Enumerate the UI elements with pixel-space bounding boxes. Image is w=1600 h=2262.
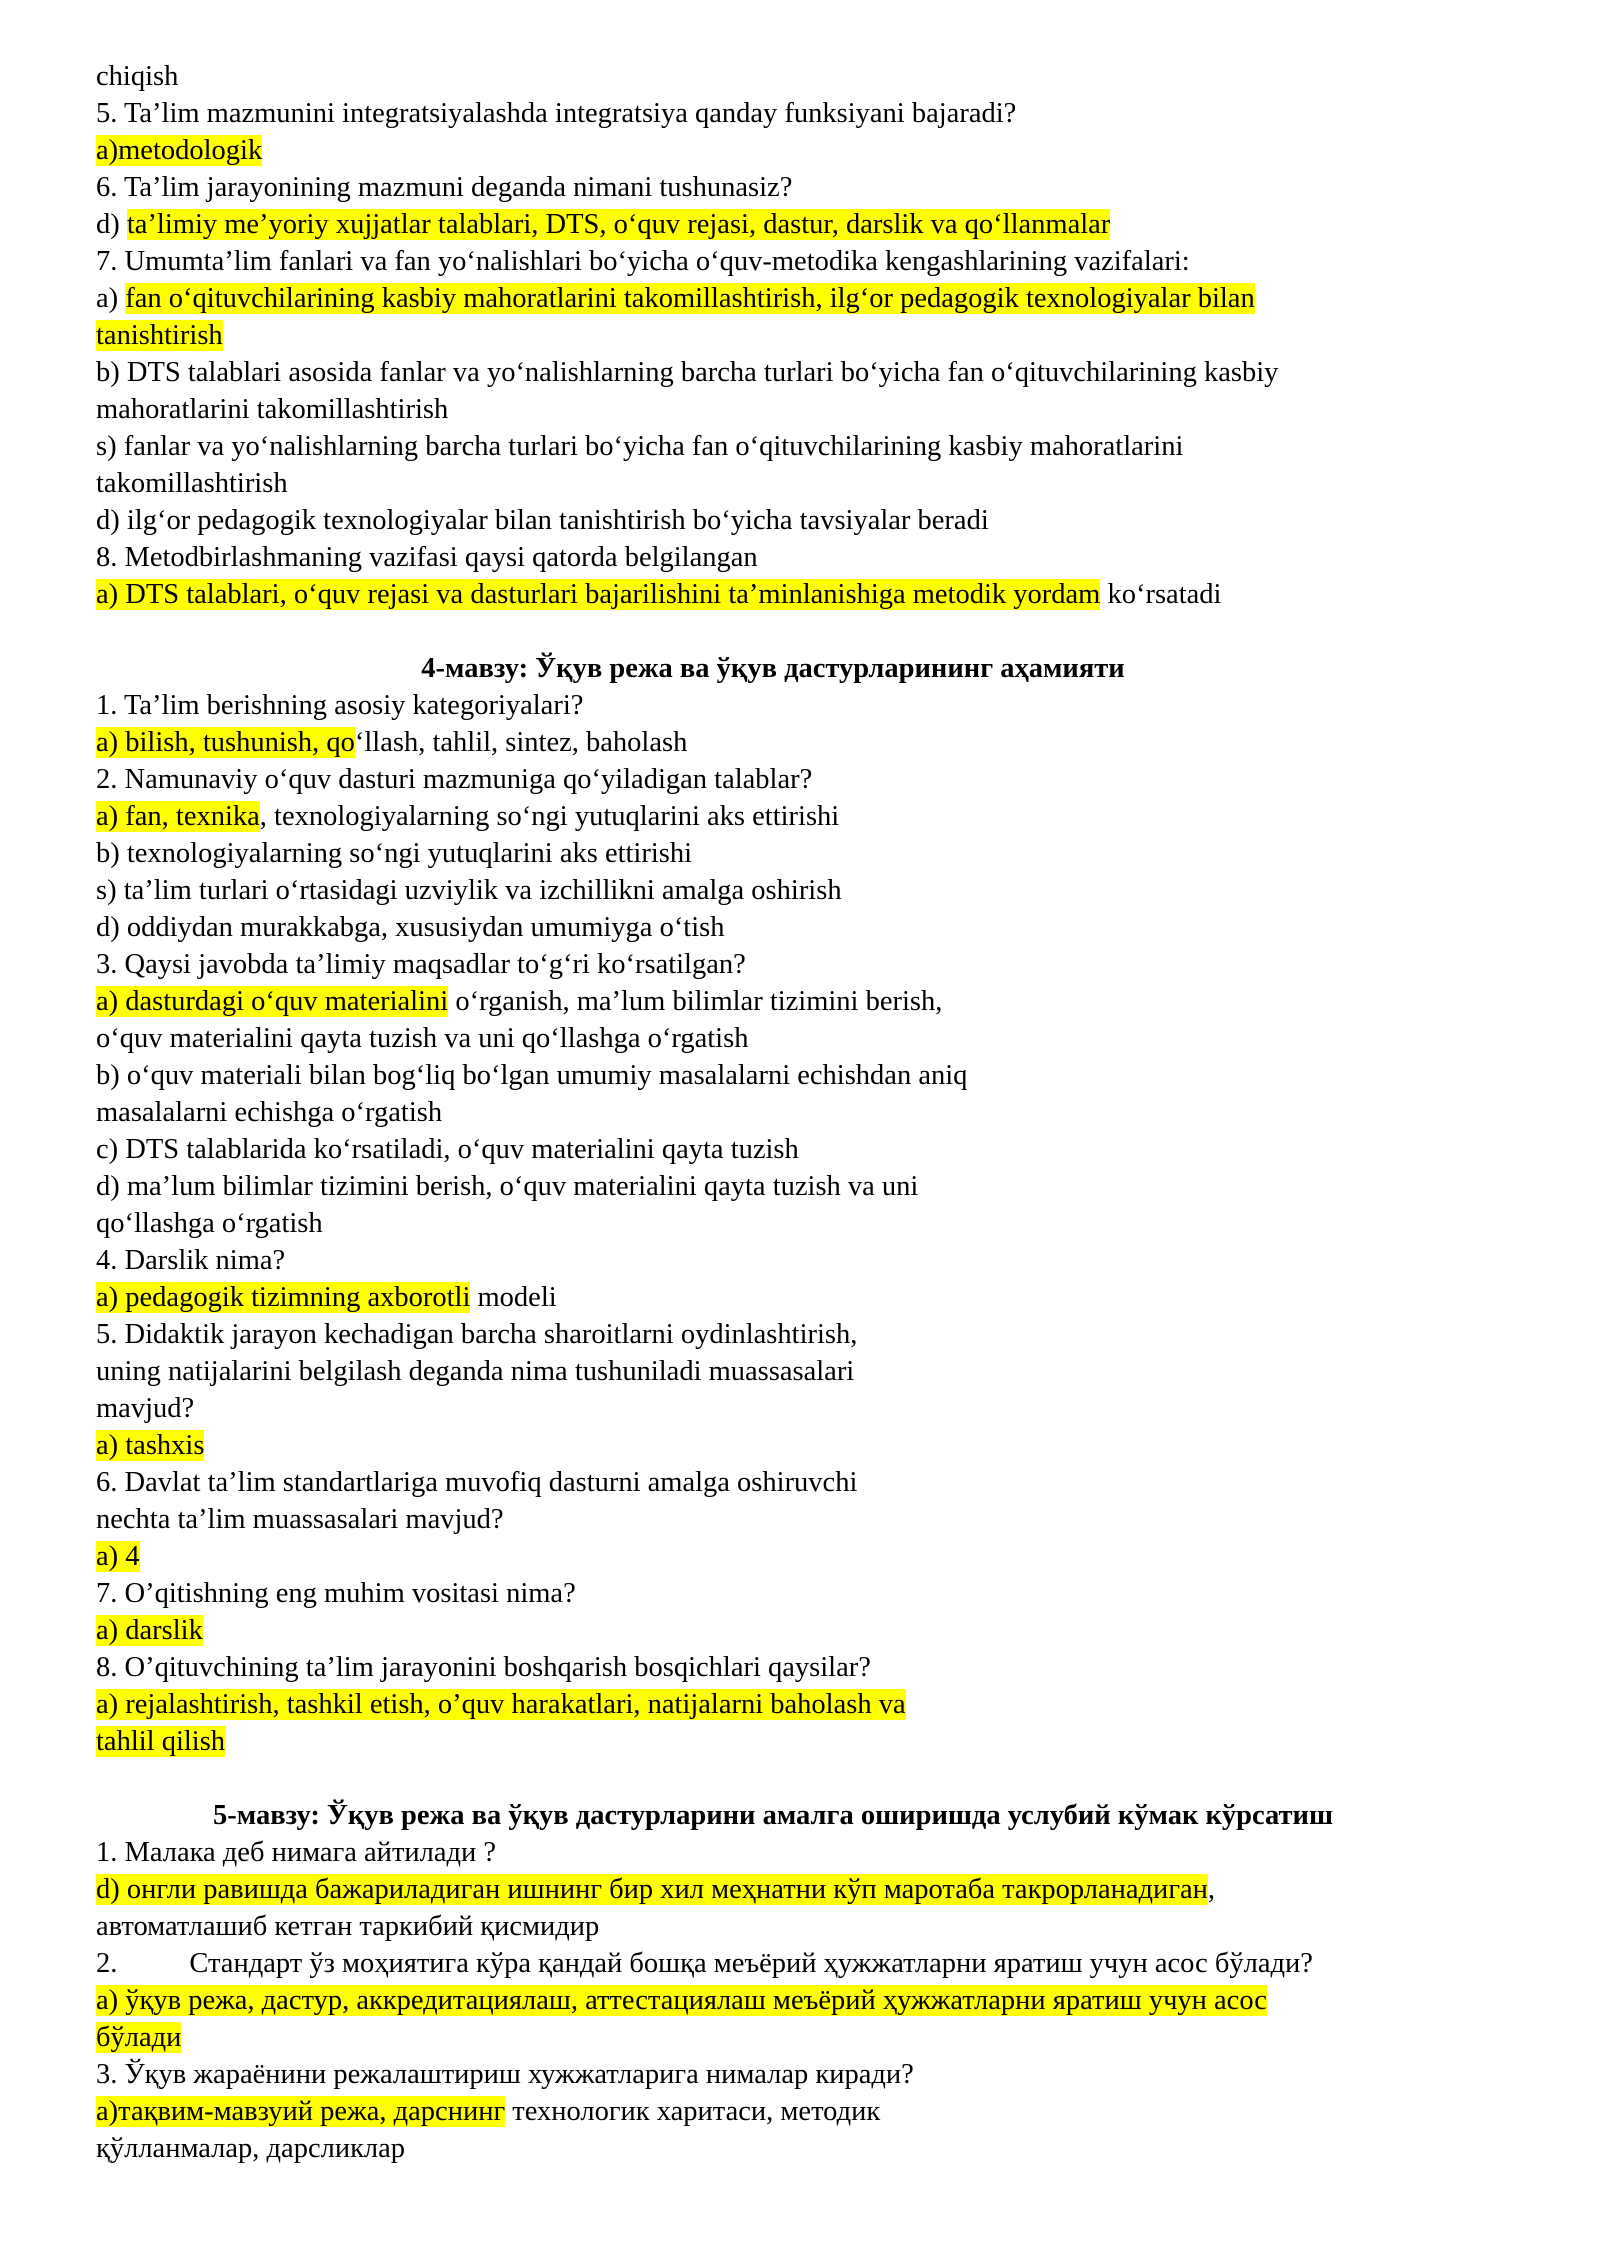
highlighted-answer: a) pedagogik tizimning axborotli [96,1282,471,1313]
answer-7b: b) DTS talablari asosida fanlar va yo‘nalishlarning barcha turlari bo‘yicha fan o‘qituvchilarining kasbiy [96,357,1279,388]
answer-7s-cont: takomillashtirish [96,468,288,499]
question-5: 5. Didaktik jarayon kechadigan barcha sharoitlarni oydinlashtirish, [96,1319,858,1350]
question-1: 1. Малака деб нимага айтилади ? [96,1837,497,1868]
answer-3b-cont: masalalarni echishga o‘rgatish [96,1097,443,1128]
highlighted-answer: d) онгли равишда бажариладиган ишнинг бир хил меҳнатни кўп маротаба такрорланадиган [96,1874,1208,1905]
answer-3a-cont: o‘quv materialini qayta tuzish va uni qo‘llashga o‘rgatish [96,1023,749,1054]
answer-rest: ‘llash, tahlil, sintez, baholash [354,727,688,758]
highlighted-answer: ta’limiy me’yoriy xujjatlar talablari, DTS, o‘quv rejasi, dastur, darslik va qo‘llanmalar [126,209,1111,240]
section-5-title: 5-мавзу: Ўқув режа ва ўқув дастурларини амалга оширишда услубий кўмак кўрсатиш [212,1800,1334,1831]
answer-2a-cont [96,2019,1450,2056]
answer-5a [96,132,1450,169]
answer-prefix: a) [96,283,126,314]
question-7: 7. O’qitishning eng muhim vositasi nima? [96,1578,576,1609]
answer-8a [96,1686,1450,1723]
answer-rest: технологик харитаси, методик [505,2096,881,2127]
answer-1a [96,724,1450,761]
answer-1d [96,1871,1450,1908]
answer-6d [96,206,1450,243]
highlighted-answer: а) ўқув режа, дастур, аккредитациялаш, аттестациялаш меъёрий ҳужжатларни яратиш учун асос [96,1985,1267,2016]
question-6: 6. Ta’lim jarayonining mazmuni deganda nimani tushunasiz? [96,172,793,203]
section-4-title: 4-мавзу: Ўқув режа ва ўқув дастурларининг аҳамияти [421,653,1125,684]
answer-3a-cont: қўлланмалар, дарсликлар [96,2133,406,2164]
question-8: 8. O’qituvchining ta’lim jarayonini boshqarish bosqichlari qaysilar? [96,1652,871,1683]
answer-7a-cont [96,317,1450,354]
question-8: 8. Metodbirlashmaning vazifasi qaysi qatorda belgilangan [96,542,758,573]
question-5: 5. Ta’lim mazmunini integratsiyalashda integratsiya qanday funksiyani bajaradi? [96,98,1017,129]
answer-rest: , texnologiyalarning so‘ngi yutuqlarini aks ettirishi [259,801,840,832]
answer-2b: b) texnologiyalarning so‘ngi yutuqlarini aks ettirishi [96,838,693,869]
answer-3a [96,2093,1450,2130]
highlighted-answer: fan o‘qituvchilarining kasbiy mahoratlarini takomillashtirish, ilg‘or pedagogik texnologiyalar bilan [125,283,1255,314]
answer-prefix: d) [96,209,127,240]
spacer [96,1760,1450,1797]
highlighted-answer: a)metodologik [96,135,263,166]
spacer [96,613,1450,650]
question-6-cont: nechta ta’lim muassasalari mavjud? [96,1504,504,1535]
section-5 [96,1797,1450,2167]
question-4: 4. Darslik nima? [96,1245,286,1276]
question-2: 2. Namunaviy o‘quv dasturi mazmuniga qo‘yiladigan talablar? [96,764,813,795]
answer-rest: , [1207,1874,1216,1905]
answer-2a [96,798,1450,835]
answer-4a [96,1279,1450,1316]
highlighted-answer: a) bilish, tushunish, qo [96,727,355,758]
answer-rest: modeli [470,1282,557,1313]
answer-rest: o‘rganish, ma’lum bilimlar tizimini berish, [448,986,943,1017]
answer-3d-cont: qo‘llashga o‘rgatish [96,1208,323,1239]
highlighted-answer: a) dasturdagi o‘quv materialini [96,986,449,1017]
question-6: 6. Davlat ta’lim standartlariga muvofiq dasturni amalga oshiruvchi [96,1467,858,1498]
answer-6a [96,1538,1450,1575]
answer-7d: d) ilg‘or pedagogik texnologiyalar bilan tanishtirish bo‘yicha tavsiyalar beradi [96,505,989,536]
question-number: 2. [96,1948,118,1979]
answer-2a [96,1982,1450,2019]
answer-7b-cont: mahoratlarini takomillashtirish [96,394,449,425]
answer-3b: b) o‘quv materiali bilan bog‘liq bo‘lgan umumiy masalalarni echishdan aniq [96,1060,968,1091]
answer-7a [96,280,1450,317]
question-text: Стандарт ўз моҳиятига кўра қандай бошқа меъёрий ҳужжатларни яратиш учун асос бўлади? [189,1948,1313,1979]
question-1: 1. Ta’lim berishning asosiy kategoriyalari? [96,690,584,721]
highlighted-answer: a) DTS talablari, o‘quv rejasi va dasturlari bajarilishini ta’minlanishiga metodik yordam [96,579,1101,610]
text-line: chiqish [96,61,179,92]
answer-8a-cont [96,1723,1450,1760]
answer-8a [96,576,1450,613]
question-3: 3. Ўқув жараёнини режалаштириш хужжатларига нималар киради? [96,2059,914,2090]
highlighted-answer: tanishtirish [96,320,223,351]
answer-2d: d) oddiydan murakkabga, xususiydan umumiyga o‘tish [96,912,725,943]
highlighted-answer: бўлади [96,2022,182,2053]
question-3: 3. Qaysi javobda ta’limiy maqsadlar to‘g‘ri ko‘rsatilgan? [96,949,746,980]
answer-5a [96,1427,1450,1464]
section-4 [96,650,1450,1760]
highlighted-answer: a) darslik [96,1615,203,1646]
answer-7s: s) fanlar va yo‘nalishlarning barcha turlari bo‘yicha fan o‘qituvchilarining kasbiy mahoratlarini [96,431,1184,462]
answer-7a [96,1612,1450,1649]
answer-rest: ko‘rsatadi [1100,579,1222,610]
highlighted-answer: a) tashxis [96,1430,205,1461]
question-7: 7. Umumta’lim fanlari va fan yo‘nalishlari bo‘yicha o‘quv-metodika kengashlarining vazifalari: [96,246,1190,277]
highlighted-answer: tahlil qilish [96,1726,226,1757]
answer-2s: s) ta’lim turlari o‘rtasidagi uzviylik va izchillikni amalga oshirish [96,875,842,906]
highlighted-answer: a) 4 [96,1541,140,1572]
answer-3d: d) ma’lum bilimlar tizimini berish, o‘quv materialini qayta tuzish va uni [96,1171,919,1202]
answer-3a [96,983,1450,1020]
question-2 [96,1945,1450,1982]
question-5-cont: mavjud? [96,1393,195,1424]
answer-3c: c) DTS talablarida ko‘rsatiladi, o‘quv materialini qayta tuzish [96,1134,799,1165]
highlighted-answer: a) rejalashtirish, tashkil etish, o’quv harakatlari, natijalarni baholash va [96,1689,906,1720]
question-5-cont: uning natijalarini belgilash deganda nima tushuniladi muassasalari [96,1356,855,1387]
highlighted-answer: а)тақвим-мавзуий режа, дарснинг [96,2096,506,2127]
section-3-tail [96,58,1450,613]
answer-1d-cont: автоматлашиб кетган таркибий қисмидир [96,1911,600,1942]
highlighted-answer: a) fan, texnika [96,801,260,832]
